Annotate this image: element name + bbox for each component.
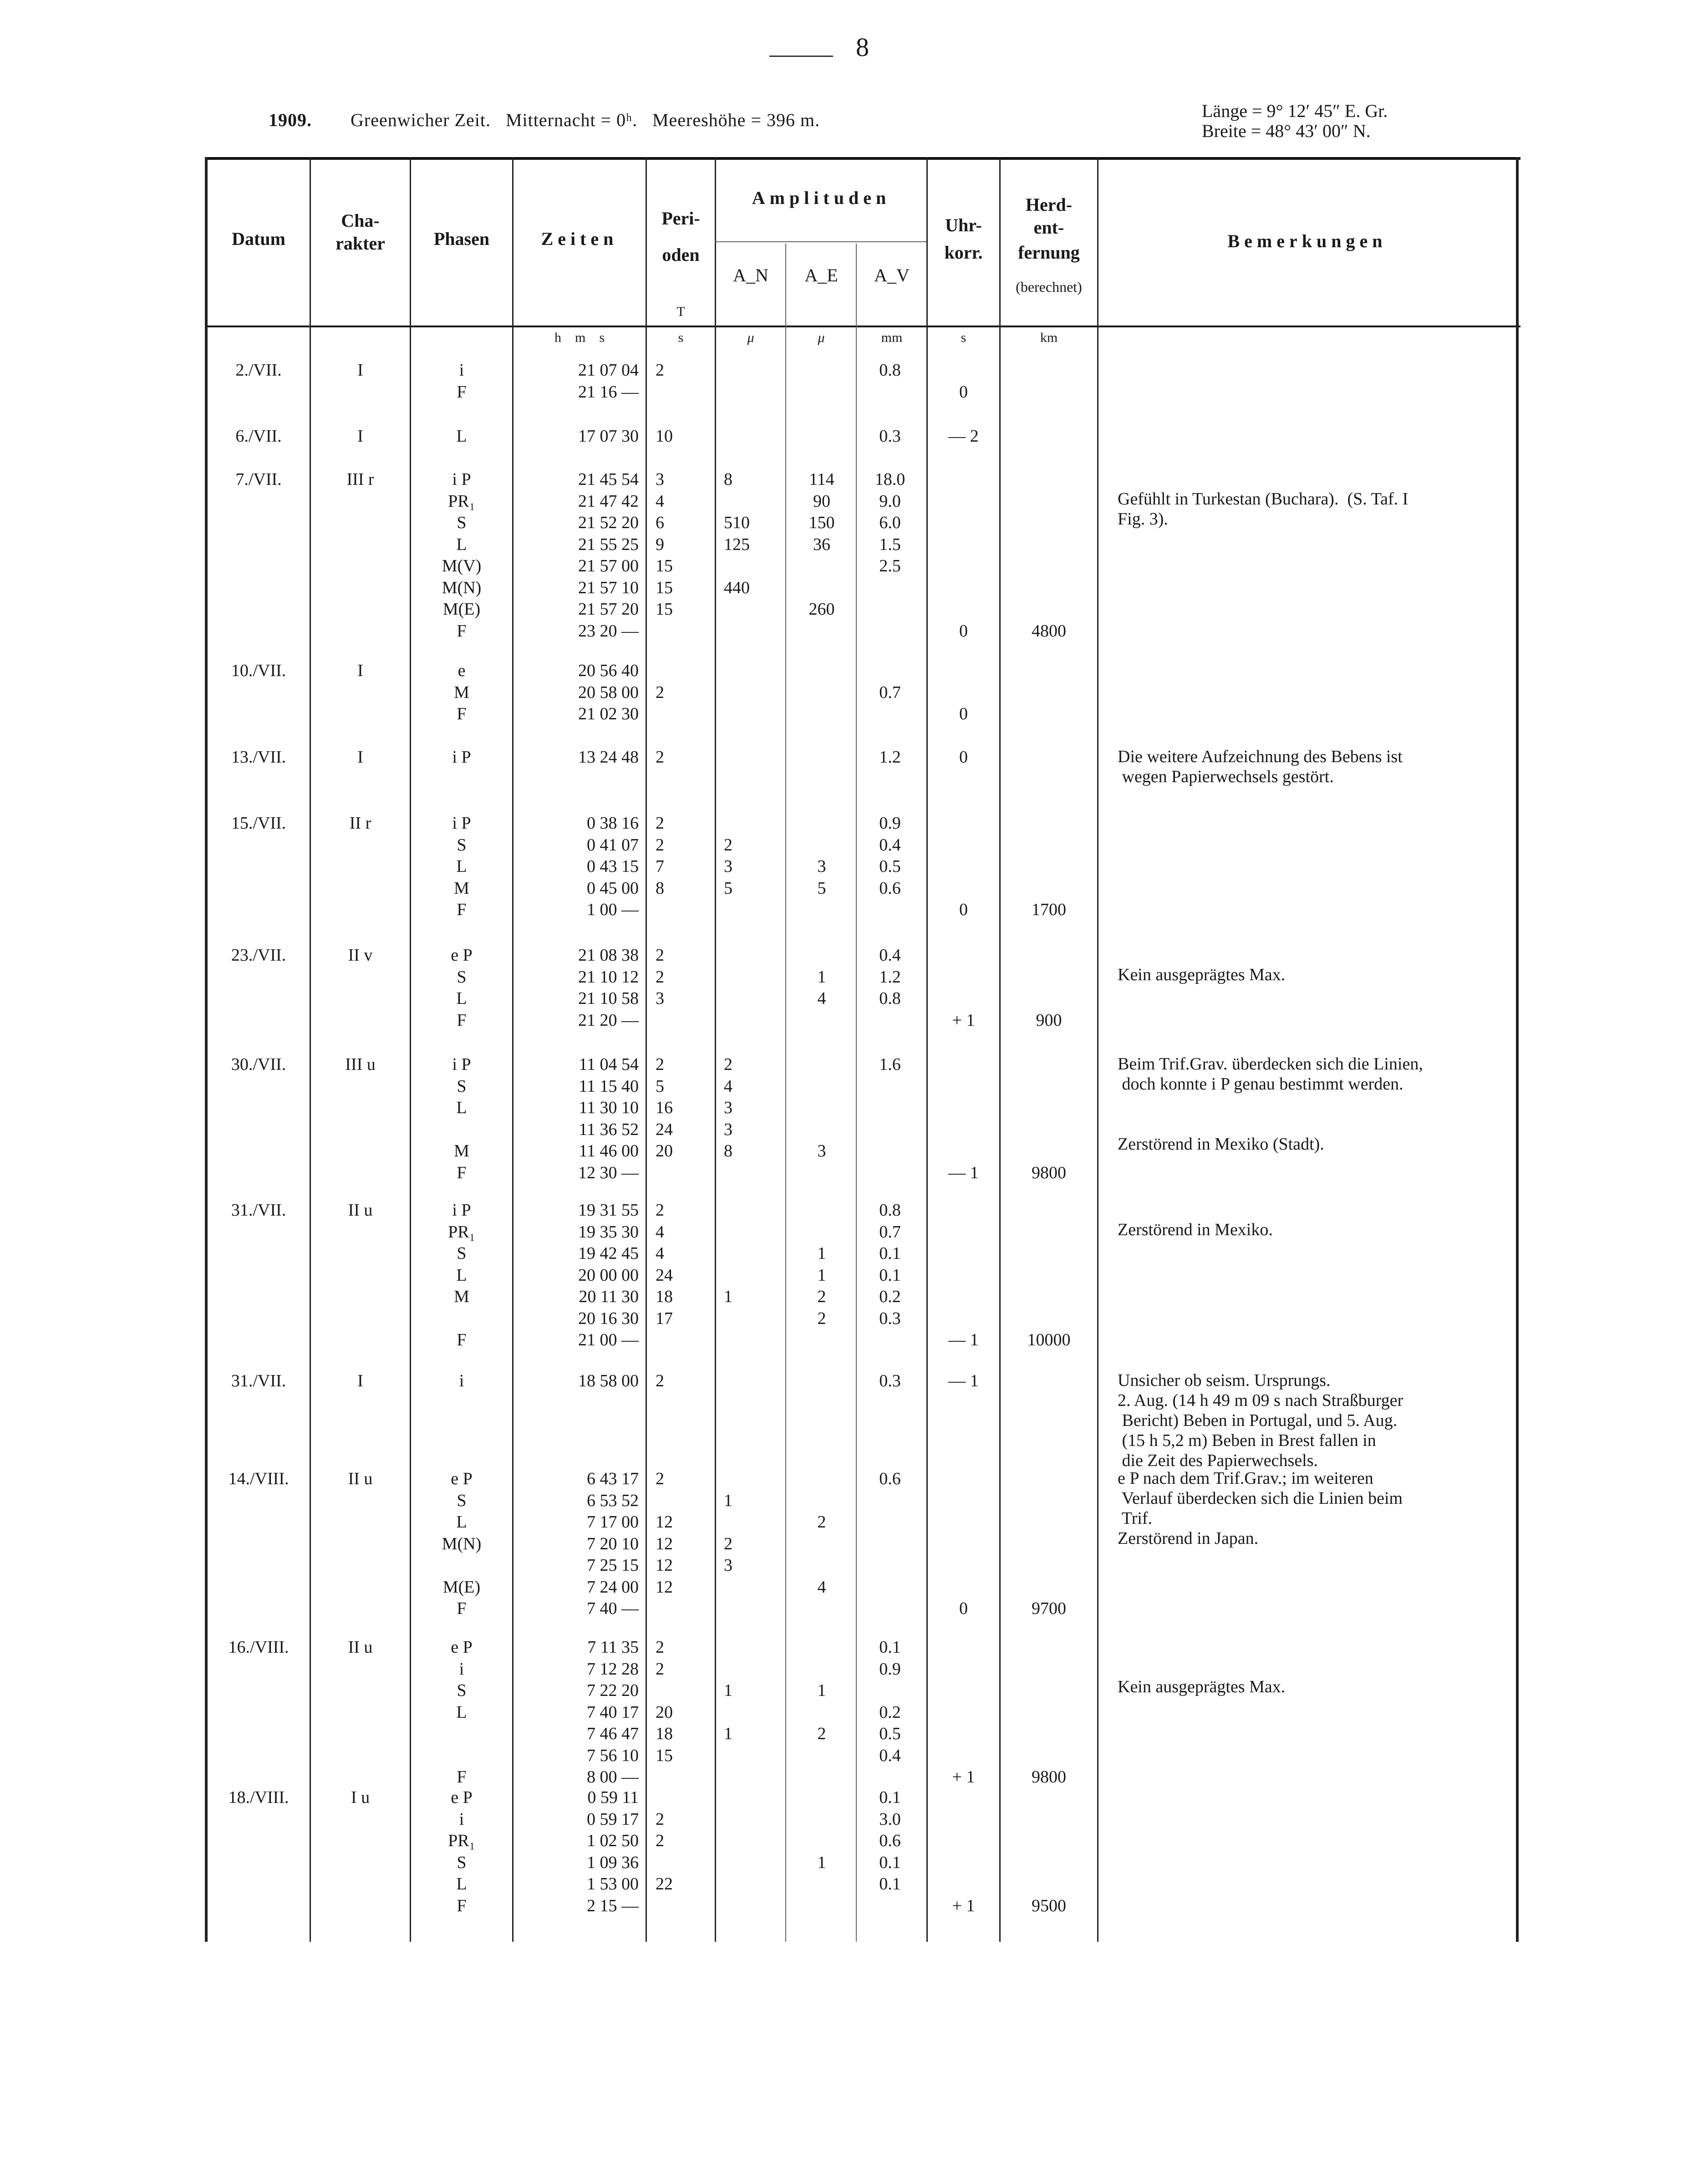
event-uhr: — 2 [948, 427, 979, 446]
table-header-rule [205, 326, 1520, 327]
col-header-ae: A_E [804, 265, 838, 285]
event-phasen: i P PR₁ S L M F [448, 1201, 475, 1349]
event-phasen: i P S L M F [452, 1055, 471, 1182]
event-ae: 1 2 [817, 1681, 826, 1743]
event-datum: 6./VII. [235, 427, 282, 446]
col-header-charakter-1: Cha- [341, 210, 380, 231]
col-divider-1 [310, 157, 311, 1942]
col-header-herd-2: ent- [1033, 217, 1064, 238]
event-charakter: I u [351, 1788, 370, 1807]
unit-herd: km [1040, 330, 1058, 345]
event-uhr: 0 [959, 900, 968, 919]
event-charakter: II u [348, 1469, 373, 1488]
col-header-av: A_V [874, 265, 910, 285]
col-header-herd-3: fernung [1018, 242, 1080, 263]
event-ae: 1 [817, 1853, 826, 1872]
event-perioden: 3 4 6 9 15 15 15 [656, 470, 673, 619]
event-av: 0.9 0.4 0.5 0.6 [879, 814, 901, 898]
event-charakter: II u [348, 1201, 373, 1220]
event-av: 0.3 [879, 1371, 901, 1390]
event-datum: 15./VII. [231, 814, 286, 833]
event-uhr: + 1 [952, 1767, 975, 1787]
col-header-uhr-1: Uhr- [945, 215, 982, 235]
event-phasen: e P i S L F [451, 1638, 473, 1787]
event-herd: 9700 [1032, 1599, 1066, 1618]
event-perioden: 2 4 4 24 18 17 [656, 1201, 673, 1328]
event-ae: 1 4 [817, 967, 826, 1008]
col-header-perioden-1: Peri- [661, 208, 700, 229]
event-av: 1.6 [879, 1055, 901, 1074]
event-charakter: I [357, 427, 363, 446]
event-zeiten: 21 07 04 21 16 — [578, 361, 639, 402]
event-zeiten: 0 38 16 0 41 07 0 43 15 0 45 00 1 00 — [587, 814, 639, 919]
event-uhr: — 1 [948, 1163, 979, 1182]
event-bemerkungen: e P nach dem Trif.Grav.; im weiteren Verlauf überdecken sich die Linien beim Trif. Zerstörend in Japan. [1118, 1469, 1403, 1548]
event-charakter: II u [348, 1638, 373, 1657]
event-uhr: 0 [959, 748, 968, 767]
event-datum: 2./VII. [235, 361, 282, 380]
event-perioden: 2 2 7 8 [656, 814, 664, 898]
event-av: 0.8 0.7 0.1 0.1 0.2 0.3 [879, 1201, 901, 1328]
col-header-zeiten: Zeiten [541, 229, 618, 249]
event-perioden: 2 [656, 748, 664, 767]
event-herd: 9500 [1032, 1896, 1066, 1915]
col-divider-6 [785, 244, 786, 1942]
col-divider-10 [1097, 157, 1098, 1942]
col-header-uhr-2: korr. [944, 242, 983, 263]
event-herd: 4800 [1032, 621, 1066, 641]
event-uhr: 0 [959, 382, 968, 402]
event-herd: 9800 [1032, 1767, 1066, 1787]
unit-ae: μ [818, 330, 825, 345]
unit-an: μ [747, 330, 754, 345]
event-perioden: 2 2 20 18 15 [656, 1638, 673, 1765]
table-left-border [205, 157, 208, 1942]
event-datum: 30./VII. [231, 1055, 286, 1074]
unit-av: mm [881, 330, 903, 345]
event-datum: 13./VII. [231, 748, 286, 767]
event-phasen: e P i PR₁ S L F [448, 1788, 475, 1915]
event-perioden: 2 5 16 24 20 [656, 1055, 673, 1161]
event-phasen: e P S L M(N) M(E) F [442, 1469, 482, 1618]
event-perioden: 2 [656, 361, 664, 380]
event-herd: 900 [1036, 1010, 1062, 1030]
event-an: 1 1 [724, 1681, 732, 1743]
page-number-dash [769, 56, 833, 57]
event-zeiten: 7 11 35 7 12 28 7 22 20 7 40 17 7 46 47 7 56 10 8 00 — [587, 1638, 639, 1787]
event-charakter: III u [345, 1055, 376, 1074]
event-bemerkungen: Beim Trif.Grav. überdecken sich die Linien, doch konnte i P genau bestimmt werden. Zerstörend in Mexiko (Stadt). [1118, 1054, 1423, 1154]
event-uhr: — 1 [948, 1330, 979, 1349]
event-zeiten: 11 04 54 11 15 40 11 30 10 11 36 52 11 46 00 12 30 — [578, 1055, 639, 1182]
header-latitude: Breite = 48° 43′ 00″ N. [1202, 121, 1371, 141]
table-top-rule [205, 157, 1520, 160]
event-zeiten: 18 58 00 [578, 1371, 639, 1390]
event-uhr: 0 [959, 1599, 968, 1618]
event-av: 0.7 [879, 682, 901, 702]
amplituden-subrule [715, 241, 926, 242]
col-divider-5 [715, 157, 716, 1942]
event-zeiten: 21 08 38 21 10 12 21 10 58 21 20 — [578, 946, 639, 1030]
event-herd: 1700 [1032, 900, 1066, 919]
event-datum: 14./VIII. [228, 1469, 289, 1488]
header-longitude: Länge = 9° 12′ 45″ E. Gr. [1202, 101, 1388, 121]
event-uhr: 0 [959, 621, 968, 641]
event-bemerkungen: Kein ausgeprägtes Max. [1118, 965, 1286, 984]
event-phasen: i P [452, 748, 471, 767]
event-phasen: i [459, 1371, 464, 1390]
event-uhr: + 1 [952, 1896, 975, 1915]
header-year: 1909. [269, 110, 312, 130]
event-herd: 9800 [1032, 1163, 1066, 1182]
event-av: 1.2 [879, 748, 901, 767]
event-an: 2 4 3 3 8 [724, 1055, 732, 1161]
event-bemerkungen: Die weitere Aufzeichnung des Bebens ist wegen Papierwechsels gestört. [1118, 747, 1403, 786]
event-zeiten: 6 43 17 6 53 52 7 17 00 7 20 10 7 25 15 7 24 00 7 40 — [587, 1469, 639, 1618]
event-av: 0.4 1.2 0.8 [879, 946, 901, 1008]
unit-perioden: s [678, 330, 684, 345]
header-info: Greenwicher Zeit. Mitternacht = 0ʰ. Meereshöhe = 396 m. [351, 110, 820, 130]
event-datum: 16./VIII. [228, 1638, 289, 1657]
event-an: 1 [724, 1287, 732, 1306]
event-charakter: III r [346, 470, 374, 489]
event-bemerkungen: Kein ausgeprägtes Max. [1118, 1677, 1286, 1696]
event-perioden: 2 2 3 [656, 946, 664, 1008]
unit-uhr: s [961, 330, 966, 345]
event-perioden: 2 [656, 1371, 664, 1390]
event-bemerkungen: Zerstörend in Mexiko. [1118, 1220, 1273, 1239]
event-charakter: II r [349, 814, 371, 833]
event-datum: 18./VIII. [228, 1788, 289, 1807]
event-zeiten: 0 59 11 0 59 17 1 02 50 1 09 36 1 53 00 2 15 — [587, 1788, 639, 1915]
col-divider-7 [856, 244, 857, 1942]
col-header-an: A_N [733, 265, 768, 285]
event-phasen: e P S L F [451, 946, 473, 1030]
col-header-amplituden: Amplituden [752, 188, 891, 208]
event-ae: 1 1 2 2 [817, 1244, 826, 1328]
event-perioden: 10 [656, 427, 673, 446]
event-uhr: + 1 [952, 1010, 975, 1030]
col-header-bemerkungen: Bemerkungen [1227, 231, 1387, 251]
event-perioden: 2 12 12 12 12 [656, 1469, 673, 1597]
event-perioden: 2 [656, 682, 664, 702]
event-datum: 31./VII. [231, 1371, 286, 1390]
event-bemerkungen: Gefühlt in Turkestan (Buchara). (S. Taf. I Fig. 3). [1118, 489, 1408, 529]
event-uhr: 0 [959, 704, 968, 723]
event-av: 0.8 [879, 361, 901, 380]
event-phasen: i P S L M F [452, 814, 471, 919]
event-charakter: I [357, 361, 363, 380]
col-header-herd-4: (berechnet) [1016, 279, 1082, 295]
event-phasen: L [456, 427, 467, 446]
event-an: 2 3 5 [724, 835, 732, 898]
col-divider-4 [646, 157, 647, 1942]
event-av: 0.1 3.0 0.6 0.1 0.1 [879, 1788, 901, 1894]
event-phasen: e M F [454, 661, 469, 723]
event-phasen: i F [457, 361, 467, 402]
event-zeiten: 21 45 54 21 47 42 21 52 20 21 55 25 21 57 00 21 57 10 21 57 20 23 20 — [578, 470, 639, 641]
col-header-herd-1: Herd- [1025, 194, 1073, 215]
event-datum: 31./VII. [231, 1201, 286, 1220]
col-header-charakter-2: rakter [336, 233, 385, 254]
event-zeiten: 17 07 30 [578, 427, 639, 446]
col-header-perioden-t: T [676, 304, 685, 319]
event-uhr: — 1 [948, 1371, 979, 1390]
event-ae: 114 90 150 36 260 [808, 470, 835, 619]
col-header-phasen: Phasen [433, 229, 490, 249]
event-charakter: I [357, 1371, 363, 1390]
col-header-datum: Datum [232, 229, 285, 249]
event-zeiten: 13 24 48 [578, 748, 639, 767]
event-perioden: 2 2 22 [656, 1809, 673, 1894]
event-av: 0.1 0.9 0.2 0.5 0.4 [879, 1638, 901, 1765]
event-datum: 10./VII. [231, 661, 286, 680]
event-bemerkungen: Unsicher ob seism. Ursprungs. 2. Aug. (14 h 49 m 09 s nach Straßburger Bericht) Beben in Portugal, und 5. Aug. (15 h 5,2 m) Beben in Brest fallen in die Zeit des Papierwechsels. [1118, 1371, 1403, 1470]
event-zeiten: 19 31 55 19 35 30 19 42 45 20 00 00 20 11 30 20 16 30 21 00 — [578, 1201, 639, 1349]
event-ae: 2 4 [817, 1512, 826, 1597]
unit-zeiten: h m s [554, 330, 605, 345]
event-phasen: i P PR₁ S L M(V) M(N) M(E) F [442, 470, 482, 641]
event-an: 8 510 125 440 [724, 470, 750, 597]
event-charakter: I [357, 661, 363, 680]
event-av: 0.6 [879, 1469, 901, 1488]
event-charakter: I [357, 748, 363, 767]
event-av: 18.0 9.0 6.0 1.5 2.5 [875, 470, 905, 575]
col-header-perioden-2: oden [662, 244, 700, 265]
event-datum: 7./VII. [235, 470, 282, 489]
event-zeiten: 20 56 40 20 58 00 21 02 30 [578, 661, 639, 723]
event-ae: 3 5 [817, 857, 826, 898]
event-charakter: II v [348, 946, 373, 965]
event-av: 0.3 [879, 427, 901, 446]
event-ae: 3 [817, 1141, 826, 1161]
event-datum: 23./VII. [231, 946, 286, 965]
page-number: 8 [856, 32, 869, 62]
event-an: 1 2 3 [724, 1491, 732, 1575]
event-herd: 10000 [1027, 1330, 1071, 1349]
